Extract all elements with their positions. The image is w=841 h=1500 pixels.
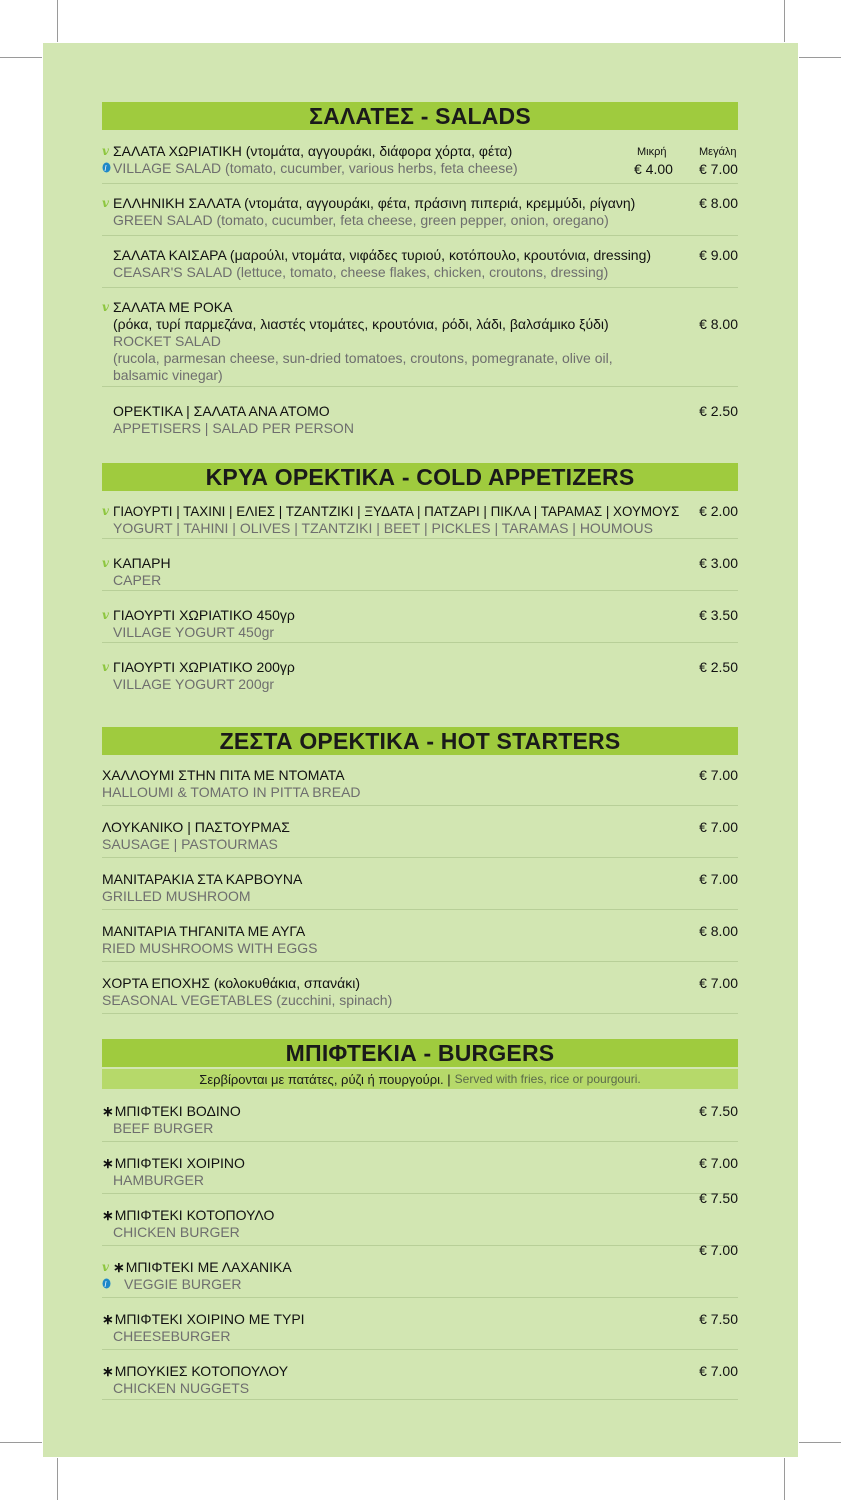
item-name-gr: ΜΠΙΦΤΕΚΙ ΜΕ ΛΑΧΑΝΙΚΑ [125, 1259, 292, 1275]
menu-item [102, 975, 738, 1009]
item-name-en: HAMBURGER [113, 1172, 205, 1188]
item-price: € 7.00 [699, 871, 738, 887]
divider [102, 1193, 738, 1194]
crop-mark [799, 57, 841, 58]
item-price: € 8.00 [699, 923, 738, 939]
item-name-en: CAPER [113, 572, 162, 588]
item-name-gr: ΣΑΛΑΤΑ ΜΕ ΡΟΚΑ [113, 299, 233, 315]
item-name-en: CHEESEBURGER [113, 1328, 231, 1344]
divider [102, 642, 738, 643]
divider [102, 287, 738, 288]
item-name-en: VEGGIE BURGER [124, 1276, 242, 1292]
divider [102, 183, 738, 184]
divider [102, 1245, 738, 1246]
menu-item [102, 403, 738, 437]
vegetarian-icon [102, 145, 111, 156]
section-header-burgers: ΜΠΙΦΤΕΚΙΑ - BURGERS [102, 1039, 738, 1067]
crop-mark [0, 1442, 42, 1443]
svg-text:v: v [102, 557, 109, 568]
svg-text:l: l [104, 164, 107, 173]
section-header-salads: ΣΑΛΑΤΕΣ - SALADS [102, 102, 738, 130]
svg-text:v: v [102, 197, 109, 208]
item-name-en: GREEN SALAD (tomato, cucumber, feta cheese, green pepper, onion, oregano) [113, 212, 609, 228]
menu-item [102, 1190, 738, 1241]
vegetarian-icon [102, 557, 111, 568]
divider [102, 1141, 738, 1142]
menu-item [102, 1242, 738, 1293]
item-name-gr: ΜΑΝΙΤΑΡΙΑ ΤΗΓΑΝΙΤΑ ΜΕ ΑΥΓΑ [102, 923, 306, 939]
item-name-gr: ΜΠΙΦΤΕΚΙ ΧΟΙΡΙΝΟ ΜΕ ΤΥΡΙ [114, 1311, 305, 1327]
item-price: € 3.00 [699, 555, 738, 571]
vegetarian-icon [102, 609, 111, 620]
item-name-en: GRILLED MUSHROOM [102, 888, 251, 904]
menu-item [102, 1155, 738, 1189]
size-small-label: Μικρή [637, 146, 667, 158]
item-name-gr: ΧΟΡΤΑ ΕΠΟΧΗΣ (κολοκυθάκια, σπανάκι) [102, 975, 361, 991]
vegetarian-icon [102, 301, 111, 312]
divider [102, 1399, 738, 1400]
item-name-gr: ΜΠΙΦΤΕΚΙ ΚΟΤΟΠΟΥΛΟ [114, 1207, 275, 1223]
item-price: € 7.00 [699, 819, 738, 835]
item-price: € 7.50 [699, 1311, 738, 1327]
svg-text:v: v [102, 609, 109, 620]
crop-mark [57, 0, 58, 42]
menu-item [102, 247, 738, 281]
divider [102, 235, 738, 236]
item-name-en: BEEF BURGER [113, 1120, 214, 1136]
item-price: € 7.50 [699, 1190, 738, 1206]
item-name-gr: ΣΑΛΑΤΑ ΧΩΡΙΑΤΙΚΗ (ντομάτα, αγγουράκι, διάφορα χόρτα, φέτα) [113, 143, 513, 159]
menu-item [102, 1103, 738, 1137]
divider [102, 909, 738, 910]
item-name-gr: ΜΠΟΥΚΙΕΣ ΚΟΤΟΠΟΥΛΟΥ [114, 1363, 289, 1379]
item-name-gr: ΕΛΛΗΝΙΚΗ ΣΑΛΑΤΑ (ντομάτα, αγγουράκι, φέτα, πράσινη πιπεριά, κρεμμύδι, ρίγανη) [113, 195, 636, 211]
menu-item [102, 819, 738, 853]
note-gr: Σερβίρονται με πατάτες, ρύζι ή πουργούρι. | [199, 1071, 451, 1087]
asterisk: ∗ [102, 1103, 114, 1119]
vegetarian-icon [102, 197, 111, 208]
svg-text:v: v [102, 1261, 109, 1272]
item-name-gr: ΜΑΝΙΤΑΡΑΚΙΑ ΣΤΑ ΚΑΡΒΟΥΝΑ [102, 871, 303, 887]
item-name-en: VILLAGE YOGURT 200gr [113, 676, 275, 692]
item-name-en: HALLOUMI & TOMATO IN PITTA BREAD [102, 784, 361, 800]
item-name-gr: ΜΠΙΦΤΕΚΙ ΧΟΙΡΙΝΟ [114, 1155, 245, 1171]
vegetarian-icon [102, 1261, 111, 1272]
item-name-gr: ΓΙΑΟΥΡΤΙ ΧΩΡΙΑΤΙΚΟ 450γρ [113, 607, 295, 623]
size-large-label: Μεγάλη [699, 146, 737, 158]
vegetarian-icon [102, 505, 111, 516]
asterisk: ∗ [102, 1207, 114, 1223]
item-price: € 7.00 [699, 1363, 738, 1379]
item-desc-en: balsamic vinegar) [113, 367, 223, 383]
item-name-en: RIED MUSHROOMS WITH EGGS [102, 940, 318, 956]
divider [102, 805, 738, 806]
item-name-en: VILLAGE YOGURT 450gr [113, 624, 275, 640]
menu-item [102, 195, 738, 229]
item-name-gr: ΟΡΕΚΤΙΚΑ | ΣΑΛΑΤΑ ΑΝΑ ΑΤΟΜΟ [113, 403, 330, 419]
divider [102, 857, 738, 858]
item-price: € 8.00 [699, 195, 738, 211]
item-name-gr: ΧΑΛΛΟΥΜΙ ΣΤΗΝ ΠΙΤΑ ΜΕ ΝΤΟΜΑΤΑ [102, 767, 345, 783]
item-name-en: VILLAGE SALAD (tomato, cucumber, various herbs, feta cheese) [113, 160, 518, 176]
menu-item [102, 607, 738, 641]
menu-item [102, 1363, 738, 1397]
section-header-hot: ΖΕΣΤΑ ΟΡΕΚΤΙΚΑ - HOT STARTERS [102, 727, 738, 755]
asterisk: ∗ [102, 1311, 114, 1327]
crop-mark [799, 1442, 841, 1443]
item-name-gr: ΓΙΑΟΥΡΤΙ ΧΩΡΙΑΤΙΚΟ 200γρ [113, 659, 295, 675]
menu-item [102, 299, 738, 384]
item-price: € 2.50 [699, 659, 738, 675]
asterisk: ∗ [102, 1363, 114, 1379]
item-name-gr: ΓΙΑΟΥΡΤΙ | ΤΑΧΙΝΙ | ΕΛΙΕΣ | ΤΖΑΝΤΖΙΚΙ | ΞΥΔΑΤΑ | ΠΑΤΖΑΡΙ | ΠΙΚΛΑ | ΤΑΡΑΜΑΣ | ΧΟΥΜΟΥΣ [113, 504, 680, 519]
item-price: € 7.00 [699, 1155, 738, 1171]
item-price: € 2.50 [699, 403, 738, 419]
svg-text:v: v [102, 301, 109, 312]
crop-mark [57, 1458, 58, 1500]
svg-text:v: v [102, 145, 109, 156]
item-name-gr: ΛΟΥΚΑΝΙΚΟ | ΠΑΣΤΟΥΡΜΑΣ [102, 819, 290, 835]
divider [102, 590, 738, 591]
divider [102, 386, 738, 387]
divider [102, 961, 738, 962]
item-name-en: CHICKEN BURGER [113, 1224, 240, 1240]
svg-text:v: v [102, 661, 109, 672]
item-price: € 7.00 [699, 767, 738, 783]
asterisk: ∗ [113, 1259, 125, 1275]
divider [102, 1297, 738, 1298]
item-price: € 7.00 [699, 975, 738, 991]
divider [102, 1349, 738, 1350]
section-header-cold: ΚΡΥΑ ΟΡΕΚΤΙΚΑ - COLD APPETIZERS [102, 463, 738, 491]
crop-mark [784, 1458, 785, 1500]
svg-text:v: v [102, 505, 109, 516]
item-price: € 9.00 [699, 247, 738, 263]
item-name-en: CEASAR'S SALAD (lettuce, tomato, cheese flakes, chicken, croutons, dressing) [113, 264, 609, 280]
menu-item [102, 659, 738, 693]
item-name-en: YOGURT | TAHINI | OLIVES | TZANTZIKI | BEET | PICKLES | TARAMAS | HOUMOUS [113, 520, 653, 536]
crop-mark [0, 57, 42, 58]
asterisk: ∗ [102, 1155, 114, 1171]
item-name-en: ROCKET SALAD [113, 333, 221, 349]
lactose-free-icon [102, 162, 111, 173]
item-name-gr: ΜΠΙΦΤΕΚΙ ΒΟΔΙΝΟ [114, 1103, 241, 1119]
note-en: Served with fries, rice or pourgouri. [454, 1072, 641, 1086]
item-price: € 2.00 [699, 503, 738, 519]
price-large: € 7.00 [699, 161, 738, 177]
menu-item [102, 923, 738, 957]
menu-item [102, 555, 738, 589]
menu-item [102, 767, 738, 801]
menu-item [102, 503, 738, 537]
divider [102, 1013, 738, 1014]
lactose-free-icon [102, 1278, 111, 1289]
svg-text:l: l [104, 1280, 107, 1289]
vegetarian-icon [102, 661, 111, 672]
item-desc-en: (rucola, parmesan cheese, sun-dried tomatoes, croutons, pomegranate, olive oil, [113, 350, 613, 366]
section-note [102, 1069, 738, 1089]
price-small: € 4.00 [634, 161, 673, 177]
item-name-gr: ΚΑΠΑΡΗ [113, 555, 171, 571]
menu-item [102, 871, 738, 905]
item-price: € 3.50 [699, 607, 738, 623]
menu-item [102, 1311, 738, 1345]
crop-mark [784, 0, 785, 42]
item-desc-gr: (ρόκα, τυρί παρμεζάνα, λιαστές ντομάτες, κρουτόνια, ρόδι, λάδι, βαλσάμικο ξύδι) [113, 316, 609, 332]
item-name-en: SEASONAL VEGETABLES (zucchini, spinach) [102, 992, 393, 1008]
item-name-en: CHICKEN NUGGETS [113, 1380, 250, 1396]
item-price: € 7.00 [699, 1242, 738, 1258]
item-price: € 8.00 [699, 316, 738, 332]
divider [102, 538, 738, 539]
item-name-gr: ΣΑΛΑΤΑ ΚΑΙΣΑΡΑ (μαρούλι, ντομάτα, νιφάδες τυριού, κοτόπουλο, κρουτόνια, dressing) [113, 247, 652, 263]
item-price: € 7.50 [699, 1103, 738, 1119]
item-name-en: SAUSAGE | PASTOURMAS [102, 836, 278, 852]
item-name-en: APPETISERS | SALAD PER PERSON [113, 420, 354, 436]
